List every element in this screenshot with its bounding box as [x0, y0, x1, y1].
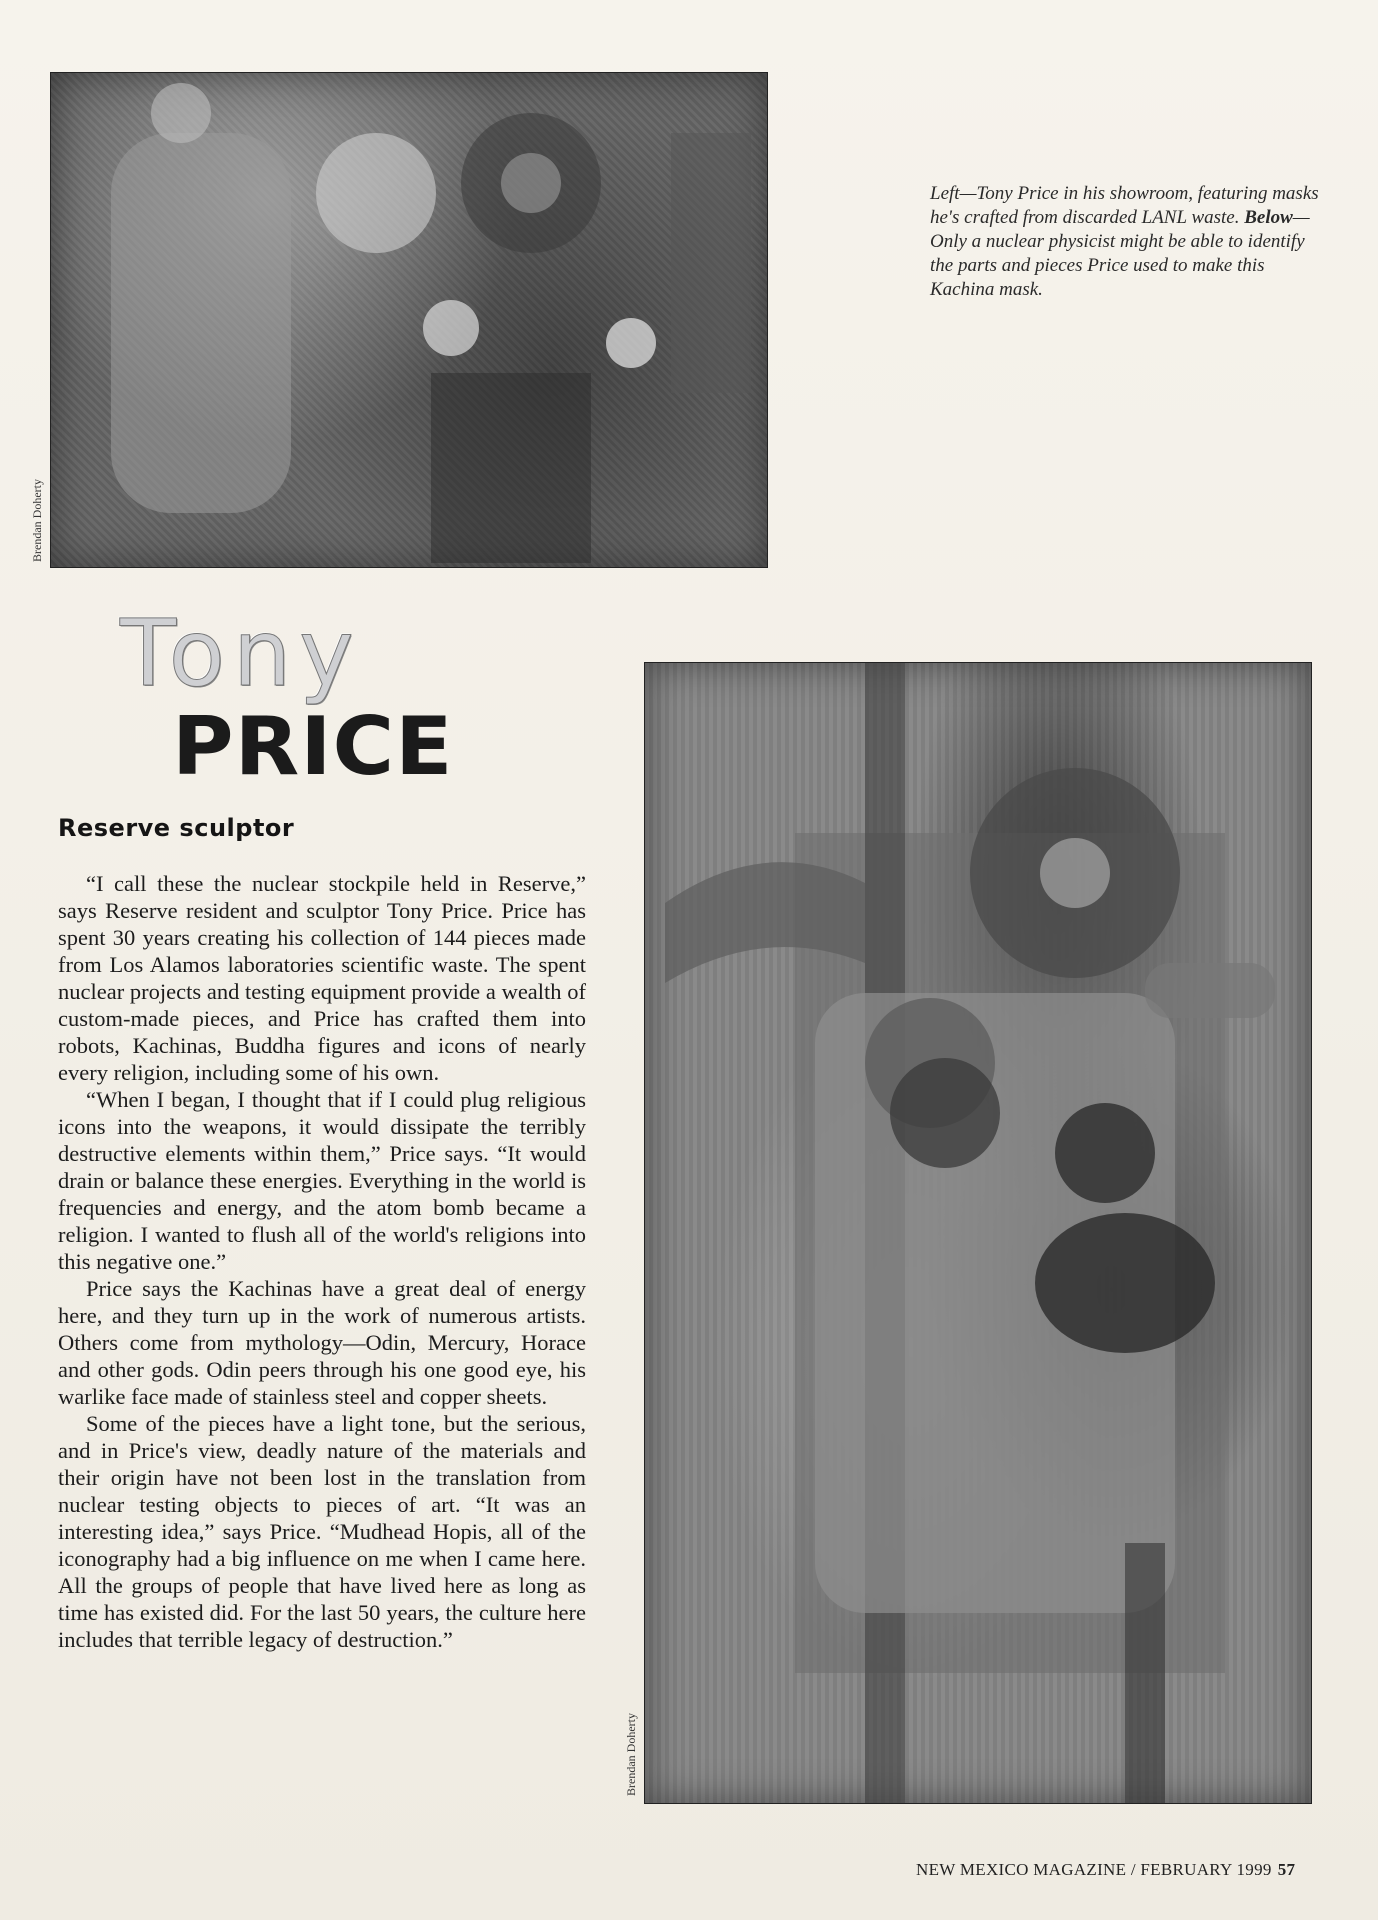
- showroom-photo-graphic: [51, 73, 767, 567]
- page-number: 57: [1277, 1860, 1296, 1879]
- article-paragraph: Some of the pieces have a light tone, but the serious, and in Price's view, deadly nature of the materials and their origin have not been lost in the translation from nuclear testing objects to pieces of art. “It was an interesting idea,” says Price. “Mudhead Hopis, all of the iconography had a big influence on me when I came here. All the groups of people that have lived here as long as time has existed did. For the last 50 years, the culture here includes that terrible legacy of destruction.”: [58, 1411, 586, 1652]
- caption-left-label: Left: [930, 183, 960, 204]
- kachina-mask-photo: [644, 662, 1312, 1804]
- showroom-photo: [50, 72, 768, 568]
- article-headline: [120, 600, 460, 794]
- page-footer: [916, 1860, 1295, 1880]
- photo-credit-top: Brendan Doherty: [30, 479, 44, 562]
- caption-left-text: —Tony Price in his showroom, featuring masks he's crafted from discarded LANL waste.: [930, 183, 1319, 228]
- article-paragraph: “When I began, I thought that if I could plug religious icons into the weapons, it would dissipate the terribly destructive elements within them,” Price says. “It would drain or balance these energies. Everything in the world is frequencies and energy, and the atom bomb became a religion. I wanted to flush all of the world's religions into this negative one.”: [58, 1087, 586, 1274]
- photo-credit-mask: Brendan Doherty: [624, 1713, 638, 1796]
- article-paragraph: Price says the Kachinas have a great deal of energy here, and they turn up in the work of numerous artists. Others come from mythology—Odin, Mercury, Horace and other gods. Odin peers through his one good eye, his warlike face made of stainless steel and copper sheets.: [58, 1276, 586, 1409]
- kachina-mask-photo-graphic: [645, 663, 1311, 1803]
- headline-last-name: PRICE: [172, 700, 454, 794]
- photo-caption: [930, 182, 1320, 302]
- headline-first-name: Tony: [120, 600, 362, 707]
- article-subhead: Reserve sculptor: [58, 814, 295, 842]
- caption-below-text: —Only a nuclear physicist might be able to identify the parts and pieces Price used to make this Kachina mask.: [930, 207, 1310, 300]
- footer-magazine: NEW MEXICO MAGAZINE / FEBRUARY 1999: [916, 1860, 1272, 1879]
- caption-below-label: Below: [1244, 207, 1293, 228]
- article-paragraph: “I call these the nuclear stockpile held in Reserve,” says Reserve resident and sculptor Tony Price. Price has spent 30 years creating his collection of 144 pieces made from Los Alamos laboratories scientific waste. The spent nuclear projects and testing equipment provide a wealth of custom-made pieces, and Price has crafted them into robots, Kachinas, Buddha figures and icons of nearly every religion, including some of his own.: [58, 871, 586, 1085]
- article-body: [58, 870, 586, 1653]
